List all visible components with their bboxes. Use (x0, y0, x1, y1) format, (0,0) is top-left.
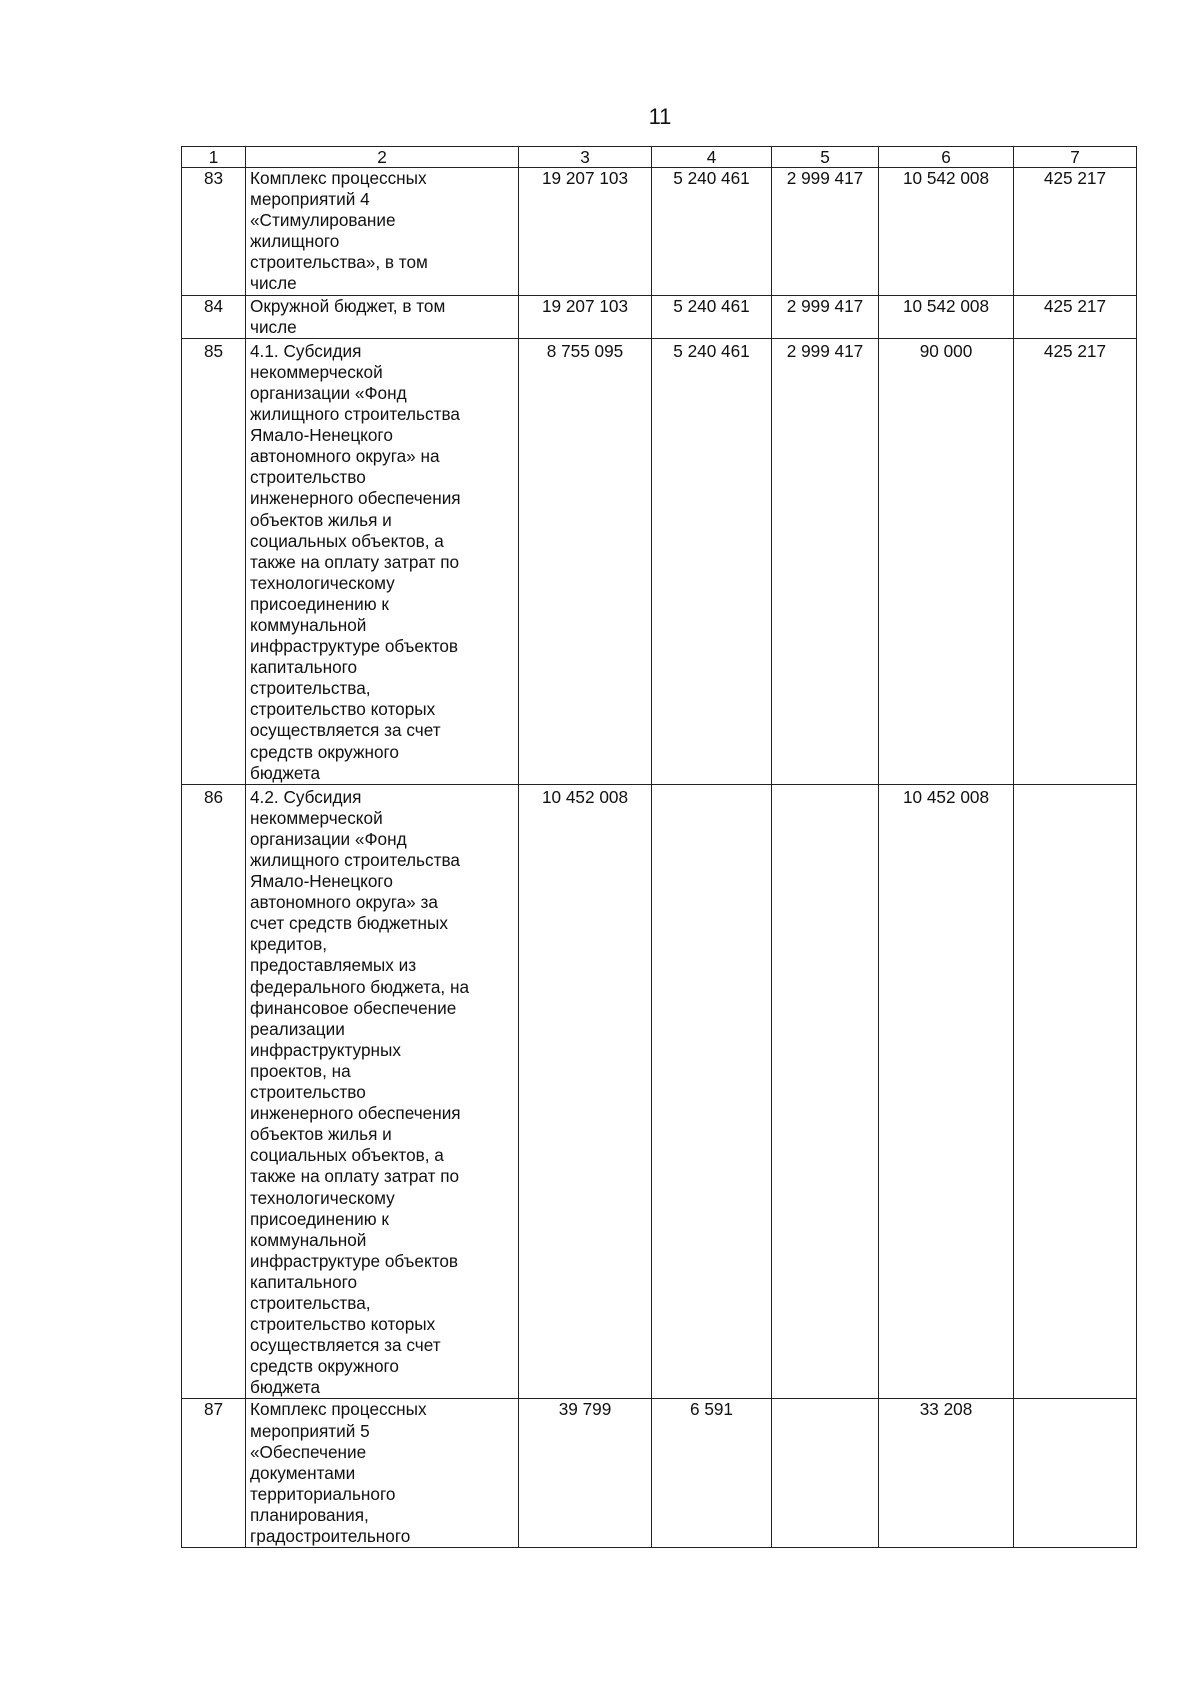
table-row (182, 338, 1137, 784)
cell-col-6: 33 208 (879, 1399, 1014, 1548)
cell-col-6: 10 452 008 (879, 784, 1014, 1399)
header-col-7: 7 (1014, 147, 1137, 168)
header-col-1: 1 (182, 147, 246, 168)
row-number: 86 (182, 784, 246, 1399)
cell-col-3: 19 207 103 (519, 168, 652, 296)
row-name-text: Комплекс процессных мероприятий 4 «Стимулирование жилищного строительства», в том числе (250, 168, 428, 294)
table-row (182, 784, 1137, 1399)
row-name-text: 4.2. Субсидия некоммерческой организации «Фонд жилищного строительства Ямало-Ненецкого автономного округа» за счет средств бюджетных кредитов, предоставляемых из федерального бюджета, на финансовое обеспечение реализации инфраструктурных проектов, на строительство инженерного обеспечения объектов жилья и социальных объектов, а также на оплату затрат по технологическому присоединению к коммунальной инфраструктуре объектов капитального строительства, строительство которых осуществляется за счет средств окружного бюджета (250, 786, 469, 1398)
row-number: 87 (182, 1399, 246, 1548)
cell-col-3: 10 452 008 (519, 784, 652, 1399)
row-name (246, 784, 519, 1399)
row-name-text: Окружной бюджет, в том числе (250, 295, 446, 337)
cell-col-7: 425 217 (1014, 168, 1137, 296)
cell-col-5: 2 999 417 (772, 168, 879, 296)
row-name (246, 338, 519, 784)
cell-col-7: 425 217 (1014, 295, 1137, 338)
cell-col-4: 5 240 461 (652, 295, 772, 338)
row-number: 84 (182, 295, 246, 338)
row-name (246, 1399, 519, 1548)
cell-col-6: 90 000 (879, 338, 1014, 784)
cell-col-4 (652, 784, 772, 1399)
header-col-6: 6 (879, 147, 1014, 168)
header-row (182, 147, 1137, 168)
cell-col-7 (1014, 1399, 1137, 1548)
cell-col-4: 5 240 461 (652, 338, 772, 784)
budget-table (181, 146, 1137, 1548)
cell-col-4: 5 240 461 (652, 168, 772, 296)
header-col-3: 3 (519, 147, 652, 168)
table-row (182, 295, 1137, 338)
cell-col-4: 6 591 (652, 1399, 772, 1548)
header-col-5: 5 (772, 147, 879, 168)
cell-col-7 (1014, 784, 1137, 1399)
table-row (182, 168, 1137, 296)
table-row (182, 1399, 1137, 1548)
cell-col-6: 10 542 008 (879, 295, 1014, 338)
row-number: 83 (182, 168, 246, 296)
row-name (246, 168, 519, 296)
cell-col-3: 39 799 (519, 1399, 652, 1548)
row-name-text: Комплекс процессных мероприятий 5 «Обеспечение документами территориального планирования, градостроительного (250, 1399, 427, 1546)
cell-col-5: 2 999 417 (772, 295, 879, 338)
cell-col-5 (772, 784, 879, 1399)
cell-col-3: 19 207 103 (519, 295, 652, 338)
cell-col-5: 2 999 417 (772, 338, 879, 784)
header-col-4: 4 (652, 147, 772, 168)
row-number: 85 (182, 338, 246, 784)
cell-col-3: 8 755 095 (519, 338, 652, 784)
row-name (246, 295, 519, 338)
cell-col-7: 425 217 (1014, 338, 1137, 784)
cell-col-5 (772, 1399, 879, 1548)
page-number: 11 (648, 104, 672, 129)
cell-col-6: 10 542 008 (879, 168, 1014, 296)
row-name-text: 4.1. Субсидия некоммерческой организации «Фонд жилищного строительства Ямало-Ненецкого автономного округа» на строительство инженерного обеспечения объектов жилья и социальных объектов, а также на оплату затрат по технологическому присоединению к коммунальной инфраструктуре объектов капитального строительства, строительство которых осуществляется за счет средств окружного бюджета (250, 340, 461, 783)
header-col-2: 2 (246, 147, 519, 168)
